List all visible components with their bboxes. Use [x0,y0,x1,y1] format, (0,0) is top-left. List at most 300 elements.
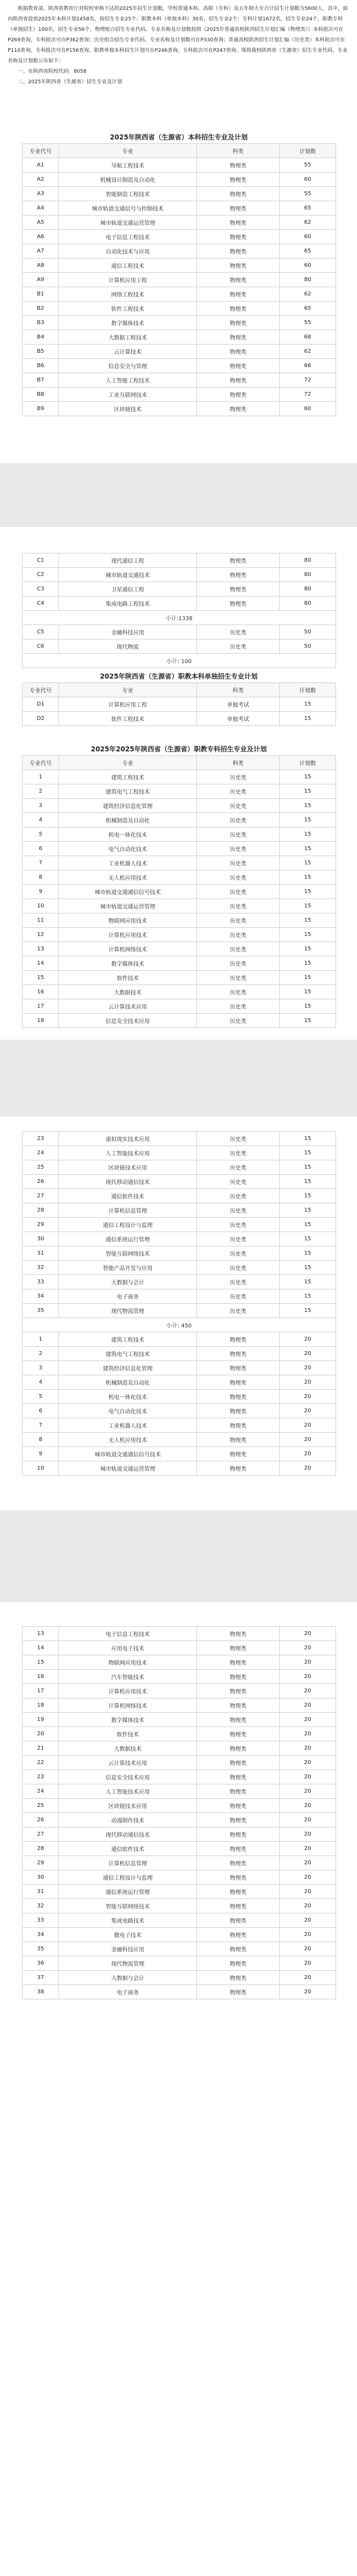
cell-plan: 15 [280,1203,336,1218]
cell-plan: 15 [280,928,336,942]
cell-major: 计算机应用工程 [59,273,197,287]
cell-category: 历史类 [197,1146,280,1160]
table-row [23,187,336,201]
cell-category: 物理类 [197,402,280,416]
cell-plan: 15 [280,985,336,999]
cell-code: 16 [23,1670,59,1684]
cell-category: 历史类 [197,928,280,942]
table-row [23,345,336,359]
cell-code: 3 [23,799,59,813]
cell-category: 物理类 [197,1418,280,1433]
cell-code: C6 [23,639,59,654]
cell-plan: 15 [280,1246,336,1261]
cell-plan: 80 [280,596,336,611]
table-row [23,625,336,639]
cell-major: 智能制造工程技术 [59,187,197,201]
table-row [23,1799,336,1813]
cell-major: 城市轨道交通运营管理 [59,899,197,913]
cell-major: 现代物流 [59,639,197,654]
cell-category: 物理类 [197,259,280,273]
cell-category: 物理类 [197,1433,280,1447]
table-row [23,1246,336,1261]
cell-major: 物联网应用技术 [59,1655,197,1670]
cell-code: 37 [23,1971,59,1985]
cell-major: 电子商务 [59,1985,197,1999]
table-row [23,1275,336,1289]
cell-category: 历史类 [197,827,280,842]
table-row [23,1971,336,1985]
cell-category: 物理类 [197,287,280,302]
cell-plan: 20 [280,1361,336,1375]
table-row [23,1713,336,1727]
cell-plan: 20 [280,1928,336,1942]
cell-category: 物理类 [197,1390,280,1404]
table-row [23,1203,336,1218]
cell-category: 历史类 [197,1175,280,1189]
cell-code: 29 [23,1218,59,1232]
cell-category: 物理类 [197,1870,280,1885]
cell-plan: 15 [280,870,336,885]
cell-major: 人工智能技术应用 [59,1146,197,1160]
cell-category: 物理类 [197,568,280,582]
cell-category: 物理类 [197,1942,280,1956]
table-row [23,1813,336,1827]
cell-plan: 20 [280,1332,336,1347]
cell-major: 微电子技术 [59,1928,197,1942]
cell-major: 机械制造及自动化 [59,813,197,827]
cell-major: 电子信息工程技术 [59,1627,197,1641]
cell-category: 物理类 [197,1627,280,1641]
table-row [23,158,336,173]
cell-plan: 20 [280,1375,336,1390]
table-row [23,1756,336,1770]
table-row [23,1390,336,1404]
cell-plan: 15 [280,1304,336,1318]
cell-major: 现代移动通信技术 [59,1175,197,1189]
cell-category: 物理类 [197,1655,280,1670]
cell-plan: 20 [280,1956,336,1971]
cell-category: 物理类 [197,1985,280,1999]
cell-code: B2 [23,302,59,316]
cell-plan: 20 [280,1813,336,1827]
cell-code: 6 [23,842,59,856]
plan-heading-line: 二、2025年陕西省（生源省）招生专业及计划 [18,79,122,85]
table-row [23,1655,336,1670]
table-row [23,899,336,913]
cell-major: 网络工程技术 [59,287,197,302]
cell-major: 无人机应用技术 [59,1433,197,1447]
table-row [23,827,336,842]
cell-code: 9 [23,1447,59,1461]
cell-code: 21 [23,1741,59,1756]
cell-code: 2 [23,1347,59,1361]
table-row [23,1447,336,1461]
table-row [23,330,336,345]
cell-plan: 55 [280,158,336,173]
cell-category: 物理类 [197,582,280,596]
cell-plan: 20 [280,1913,336,1928]
cell-code: B6 [23,359,59,373]
cell-code: 3 [23,1361,59,1375]
table-row [23,842,336,856]
cell-code: 28 [23,1842,59,1856]
table-row [23,1289,336,1304]
cell-code: 15 [23,1655,59,1670]
cell-major: 建筑工程技术 [59,770,197,784]
cell-category: 历史类 [197,899,280,913]
cell-category: 物理类 [197,1899,280,1913]
cell-plan: 20 [280,1418,336,1433]
cell-category: 物理类 [197,201,280,216]
cell-category: 历史类 [197,985,280,999]
table-row [23,1232,336,1246]
table-row [23,230,336,244]
cell-category: 历史类 [197,1189,280,1203]
cell-code: 20 [23,1727,59,1741]
cell-major: 通信系统运行管理 [59,1232,197,1246]
undergrad-plan-table-block [22,131,335,416]
cell-plan: 50 [280,639,336,654]
cell-code: 31 [23,1885,59,1899]
cell-code: C3 [23,582,59,596]
cell-category: 历史类 [197,813,280,827]
cell-category: 物理类 [197,1698,280,1713]
cell-major: 机械设计制造及自动化 [59,173,197,187]
cell-major: 机电一体化技术 [59,827,197,842]
table-row [23,1928,336,1942]
cell-code: C2 [23,568,59,582]
cell-plan: 20 [280,1670,336,1684]
cell-code: 17 [23,999,59,1014]
table-row [23,1684,336,1698]
table-row [23,1189,336,1203]
cell-major: 建筑电气工程技术 [59,1347,197,1361]
cell-major: 物联网应用技术 [59,913,197,928]
cell-major: 区块链技术应用 [59,1799,197,1813]
cell-code: B3 [23,316,59,330]
table-row [23,1304,336,1318]
vocational-college-table-block [22,743,335,1028]
header-major: 专业 [59,144,197,158]
cell-category: 物理类 [197,1727,280,1741]
cell-code: 5 [23,1390,59,1404]
cell-major: 卫星通信工程 [59,582,197,596]
table-row [23,1375,336,1390]
header-major: 专业 [59,683,197,697]
cell-plan: 20 [280,1627,336,1641]
cell-code: 24 [23,1784,59,1799]
cell-major: 软件工程技术 [59,302,197,316]
subtotal-row [23,611,336,625]
cell-category: 历史类 [197,1304,280,1318]
table-row [23,913,336,928]
cell-plan: 15 [280,712,336,726]
table-row [23,1627,336,1641]
cell-plan: 62 [280,216,336,230]
cell-category: 物理类 [197,1404,280,1418]
table-row [23,1827,336,1842]
subtotal-text: 小计: 100 [23,654,336,668]
cell-plan: 50 [280,625,336,639]
cell-major: 城市轨道交通技术 [59,568,197,582]
table-row [23,870,336,885]
cell-plan: 15 [280,885,336,899]
table-row [23,697,336,712]
cell-category: 历史类 [197,1289,280,1304]
subtotal-text: 小计:1338 [23,611,336,625]
cell-major: 电子信息工程技术 [59,230,197,244]
cell-major: 电子商务 [59,1289,197,1304]
cell-plan: 20 [280,1899,336,1913]
cell-plan: 68 [280,330,336,345]
cell-category: 物理类 [197,1885,280,1899]
table-row [23,316,336,330]
cell-code: 13 [23,1627,59,1641]
cell-code: A1 [23,158,59,173]
cell-plan: 15 [280,842,336,856]
cell-major: 无人机应用技术 [59,870,197,885]
cell-major: 智能互联网络技术 [59,1246,197,1261]
cell-code: B7 [23,373,59,388]
cell-major: 计算机应用工程 [59,697,197,712]
table-row [23,712,336,726]
cell-code: C4 [23,596,59,611]
cell-category: 历史类 [197,1232,280,1246]
cell-category: 物理类 [197,1361,280,1375]
cell-category: 历史类 [197,1132,280,1146]
cell-category: 物理类 [197,1842,280,1856]
cell-plan: 20 [280,1985,336,1999]
cell-plan: 15 [280,784,336,799]
cell-major: 电气自动化技术 [59,1404,197,1418]
cell-plan: 80 [280,582,336,596]
cell-code: 30 [23,1870,59,1885]
cell-plan: 60 [280,402,336,416]
cell-plan: 20 [280,1842,336,1856]
cell-major: 计算机应用技术 [59,928,197,942]
table-row [23,928,336,942]
cell-category: 历史类 [197,1275,280,1289]
table-row [23,568,336,582]
cell-code: B1 [23,287,59,302]
cell-category: 物理类 [197,373,280,388]
cell-code: 13 [23,942,59,956]
header-category: 科类 [197,683,280,697]
table-title: 2025年陕西省（生源省）职教本科单独招生专业计划 [100,673,258,680]
cell-major: 机械制造及自动化 [59,1375,197,1390]
cell-code: 2 [23,784,59,799]
cell-category: 物理类 [197,1461,280,1476]
table-row [23,402,336,416]
cell-plan: 15 [280,1146,336,1160]
cell-code: 4 [23,1375,59,1390]
subtotal-row [23,654,336,668]
cell-category: 物理类 [197,316,280,330]
cell-plan: 15 [280,1289,336,1304]
cell-category: 物理类 [197,1756,280,1770]
cell-code: 23 [23,1770,59,1784]
table-row [23,770,336,784]
cell-category: 物理类 [197,273,280,287]
cell-code: 15 [23,971,59,985]
cell-plan: 20 [280,1404,336,1418]
cell-category: 单独考试 [197,697,280,712]
cell-plan: 60 [280,230,336,244]
cell-plan: 20 [280,1433,336,1447]
cell-category: 物理类 [197,596,280,611]
table-row [23,201,336,216]
cell-category: 物理类 [197,388,280,402]
table-row [23,373,336,388]
vocational-college-table-2 [22,1131,336,1476]
table-row [23,302,336,316]
table-row [23,1014,336,1028]
table-row [23,639,336,654]
cell-major: 软件技术 [59,1727,197,1741]
vocational-college-table-cont2 [22,1626,335,1999]
cell-plan: 15 [280,956,336,971]
cell-major: 计算机网络技术 [59,1698,197,1713]
table-row [23,1899,336,1913]
vocational-undergrad-table-block [22,670,335,726]
cell-category: 物理类 [197,1928,280,1942]
cell-code: 4 [23,813,59,827]
cell-plan: 20 [280,1698,336,1713]
cell-code: A3 [23,187,59,201]
cell-major: 计算机信息管理 [59,1856,197,1870]
table-row [23,216,336,230]
cell-category: 物理类 [197,187,280,201]
cell-major: 金融科技应用 [59,625,197,639]
cell-major: 城市轨道交通信号与控制技术 [59,201,197,216]
cell-category: 物理类 [197,359,280,373]
cell-major: 机电一体化技术 [59,1390,197,1404]
vocational-college-table-3 [22,1626,336,1999]
cell-plan: 15 [280,827,336,842]
cell-plan: 20 [280,1461,336,1476]
cell-category: 物理类 [197,1713,280,1727]
table-row [23,273,336,287]
cell-code: 16 [23,985,59,999]
cell-code: 10 [23,899,59,913]
table-row [23,956,336,971]
cell-category: 物理类 [197,1913,280,1928]
cell-code: C5 [23,625,59,639]
cell-code: 35 [23,1942,59,1956]
cell-plan: 15 [280,1132,336,1146]
table-row [23,287,336,302]
cell-major: 虚拟现实技术应用 [59,1132,197,1146]
cell-major: 信息安全技术应用 [59,1770,197,1784]
cell-major: 工业机器人技术 [59,856,197,870]
header-code: 专业代号 [23,683,59,697]
cell-plan: 20 [280,1799,336,1813]
cell-category: 物理类 [197,158,280,173]
cell-code: A5 [23,216,59,230]
table-row [23,1218,336,1232]
cell-major: 建筑经济信息化管理 [59,1361,197,1375]
cell-major: 软件工程技术 [59,712,197,726]
table-row [23,1870,336,1885]
cell-category: 物理类 [197,1827,280,1842]
vocational-college-table-cont [22,1131,335,1476]
cell-category: 历史类 [197,770,280,784]
cell-category: 历史类 [197,1160,280,1175]
cell-category: 物理类 [197,244,280,259]
cell-plan: 20 [280,1390,336,1404]
cell-category: 物理类 [197,1856,280,1870]
table-row [23,1784,336,1799]
cell-code: 10 [23,1461,59,1476]
cell-plan: 80 [280,553,336,568]
cell-code: 14 [23,956,59,971]
table-row [23,999,336,1014]
cell-category: 历史类 [197,971,280,985]
header-category: 科类 [197,756,280,770]
cell-major: 大数据技术 [59,985,197,999]
cell-code: D2 [23,712,59,726]
table-row [23,259,336,273]
cell-category: 历史类 [197,1246,280,1261]
cell-plan: 72 [280,388,336,402]
table-row [23,1160,336,1175]
table-row [23,244,336,259]
cell-category: 历史类 [197,639,280,654]
page-break-gap [0,1040,357,1117]
vocational-undergrad-table [22,682,336,726]
cell-category: 物理类 [197,330,280,345]
table-row [23,1418,336,1433]
cell-code: 11 [23,913,59,928]
cell-code: 18 [23,1014,59,1028]
cell-plan: 20 [280,1713,336,1727]
cell-plan: 20 [280,1447,336,1461]
cell-code: 1 [23,770,59,784]
intro-paragraph: 根据教育部、陕西省教育厅对院校审核下达的2025年招生计划数，学校普通本科、高职（专科）及五年制大专合计招生计划数为5600人，其中，面向陕西省投放2025年本科计划1458名，按招生专业25个；职教本科（单独本科）30名，招生专业2个；专科计划1672名，招生专业24个，职教专科（单独招生）100名，招生专业56个，物理组合招生专业代码、专业名称及计划数按照《2025年普通高校陕西招生计划汇编（物理类）》本科批次可在P269查询，专科批次可在P362查询；历史组合招生专业代码、专业名称及计划数可在P330查询；普通高校陕西招生计划汇编（历史类）本科批次可在P110查询，专科批次可在P156查询，职教单独本科招生计划可在P246查询，专科批次可在P247查询。现将我校陕西省（生源省）招生专业代码、专业名称及计划数公布如下： [8,6,348,64]
cell-plan: 20 [280,1784,336,1799]
cell-plan: 15 [280,1189,336,1203]
table-row [23,784,336,799]
cell-major: 信息安全与管理 [59,359,197,373]
cell-code: B9 [23,402,59,416]
cell-code: 14 [23,1641,59,1655]
cell-major: 自动化技术与应用 [59,244,197,259]
undergrad-plan-table-2 [22,553,336,668]
cell-plan: 80 [280,568,336,582]
cell-major: 城市轨道交通通信信号技术 [59,1447,197,1461]
cell-plan: 60 [280,173,336,187]
cell-code: 32 [23,1261,59,1275]
cell-major: 计算机网络技术 [59,942,197,956]
cell-plan: 65 [280,302,336,316]
cell-code: 36 [23,1956,59,1971]
cell-plan: 20 [280,1827,336,1842]
cell-plan: 60 [280,259,336,273]
table-row [23,1741,336,1756]
cell-major: 信息安全技术应用 [59,1014,197,1028]
cell-code: A4 [23,201,59,216]
cell-code: B5 [23,345,59,359]
cell-code: 33 [23,1913,59,1928]
cell-major: 数字媒体技术 [59,316,197,330]
cell-category: 物理类 [197,1799,280,1813]
cell-code: 32 [23,1899,59,1913]
cell-plan: 15 [280,999,336,1014]
table-row [23,1641,336,1655]
cell-category: 物理类 [197,1770,280,1784]
table-header-row [23,144,336,158]
table-row [23,1913,336,1928]
